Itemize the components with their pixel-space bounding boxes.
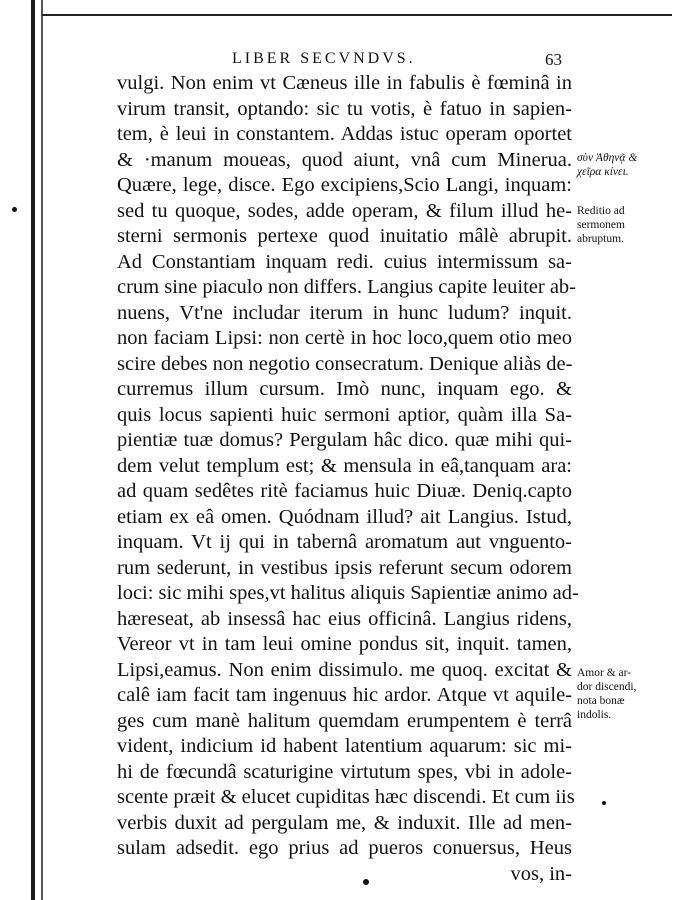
margin-note-line: nota bonæ [577, 695, 625, 707]
text-line: calê iam facit tam ingenuus hic ardor. Atque vt aquile- [117, 684, 572, 706]
ink-speck [602, 801, 606, 805]
text-line: sulam adsedit. ego prius ad pueros conuersus, Heus [117, 837, 572, 859]
binding-edge [31, 0, 35, 900]
text-line: verbis duxit ad pergulam me, & induxit. Ille ad men- [117, 811, 572, 834]
margin-note-line: sermonem [577, 219, 625, 231]
text-line: hæreseat, ab insessâ hac eius officinâ. Langius ridens, [117, 607, 572, 630]
text-line: Quære, lege, disce. Ego excipiens,Scio Langi, inquam: [117, 174, 572, 196]
text-line: Vereor vt in tam leui omine pondus sit, inquit. tamen, [117, 633, 572, 655]
text-line: quis locus sapienti huic sermoni aptior, quàm illa Sa- [117, 403, 572, 426]
text-line: inquam. Vt ij qui in tabernâ aromatum aut vnguento- [117, 531, 572, 553]
text-line: nuens, Vt'ne includar iterum in hunc ludum? inquit. [117, 301, 572, 324]
text-line: Ad Constantiam inquam redi. cuius intermissum sa- [117, 250, 572, 273]
binding-edge-inner [41, 0, 43, 900]
page-top-edge [42, 14, 672, 16]
margin-note-line: Amor & ar- [577, 667, 632, 679]
text-line: tem, è leui in constantem. Addas istuc operam oportet [117, 123, 572, 145]
text-line: non faciam Lipsi: non certè in hoc loco,quem otio meo [117, 327, 572, 349]
text-line: vulgi. Non enim vt Cæneus ille in fabulis è fœminâ in [117, 72, 572, 94]
margin-note-line: indolis. [577, 709, 612, 721]
text-line: sterni sermonis pertexe quod inuitatio mâlè abrupit. [117, 225, 572, 247]
text-line: dem velut templum est; & mensula in eâ,tanquam ara: [117, 454, 572, 477]
ink-speck [12, 207, 17, 212]
text-line: etiam ex eâ omen. Quódnam illud? ait Langius. Istud, [117, 505, 572, 528]
text-line: virum transit, optando: sic tu votis, è fatuo in sapien- [117, 97, 572, 120]
text-line: loci: sic mihi spes,vt halitus aliquis Sapientiæ animo ad- [117, 582, 579, 604]
text-line: scente præit & elucet cupiditas hæc discendi. Et cum iis [117, 786, 575, 808]
margin-note-line: abruptum. [577, 233, 624, 245]
text-line: hi de fœcundâ scaturigine virtutum spes, vbi in adole- [117, 760, 572, 783]
text-line: crum sine piaculo non differs. Langius capite leuiter ab- [117, 276, 577, 298]
text-line: scire debes non negotio consecratum. Denique aliàs de- [117, 352, 573, 375]
margin-note-line: Reditio ad [577, 205, 625, 217]
ink-speck [363, 879, 369, 885]
text-line: pientiæ tuæ domus? Pergulam hâc dico. quæ mihi qui- [117, 429, 572, 451]
text-line: rum sederunt, in vestibus ipsis referunt secum odorem [117, 556, 572, 579]
text-line: Lipsi,eamus. Non enim dissimulo. me quoq. excitat & [117, 658, 572, 681]
margin-note-amor [577, 666, 692, 722]
margin-note-line: σὺν Ἀθηνᾷ & [577, 152, 638, 164]
text-line: sed tu quoque, sodes, adde operam, & filum illud he- [117, 199, 572, 222]
running-head: LIBER SECVNDVS. [232, 50, 416, 67]
text-line: ad quam sedêtes ritè faciamus huic Diuæ. Deniq.capto [117, 480, 572, 502]
margin-note-line: dor discendi, [577, 681, 637, 693]
text-line: curremus illum cursum. Imò nunc, inquam ego. & [117, 378, 572, 400]
margin-note-reditio [577, 204, 692, 246]
text-line: vident, indicium id habent latentium aquarum: sic mi- [117, 735, 572, 757]
catchword-line: vos, in- [510, 862, 572, 885]
body-text [117, 71, 579, 887]
page-number: 63 [545, 50, 562, 69]
text-line: & ·manum moueas, quod aiunt, vnâ cum Minerua. [117, 148, 572, 171]
margin-note-greek [577, 151, 692, 179]
margin-note-line: χεῖρα κίνει. [577, 166, 629, 178]
text-line: ges cum manè halitum quemdam erumpentem è terrâ [117, 709, 572, 732]
